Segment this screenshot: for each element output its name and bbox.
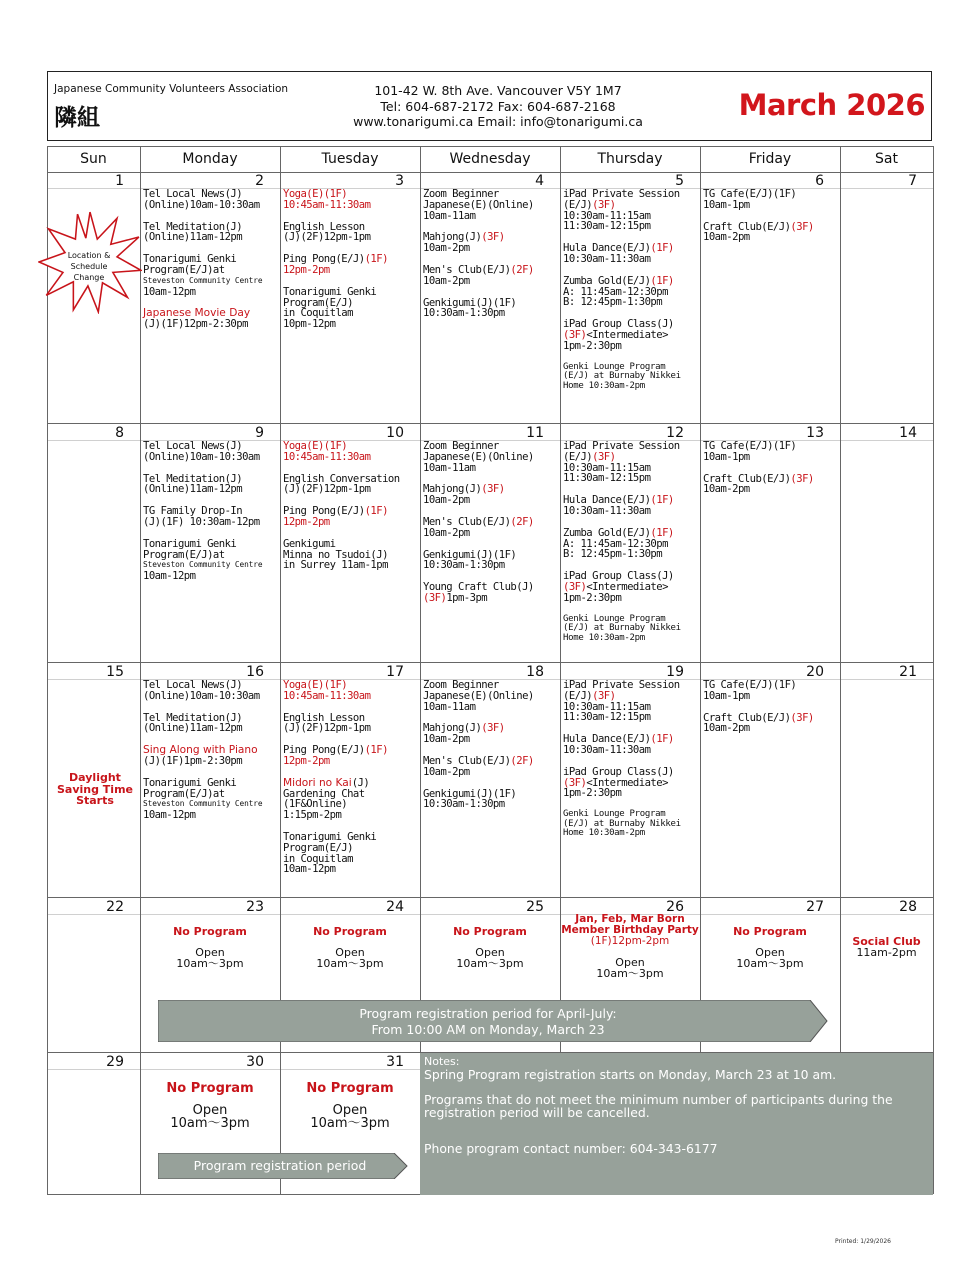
events-mar-13 <box>703 441 814 495</box>
events-mar-5 <box>563 189 681 391</box>
event-line: (Online)11am-12pm <box>143 483 243 496</box>
event-line: in Surrey 11am-1pm <box>283 559 388 572</box>
no-program-title: No Program <box>313 925 387 938</box>
day-number: 25 <box>526 899 544 915</box>
event-line: Zoom Beginner <box>423 440 499 452</box>
event-line: (E/J) at Burnaby Nikkei <box>563 371 681 382</box>
day-number: 5 <box>675 173 684 189</box>
events-mar-12 <box>563 441 681 643</box>
event-line: 12pm-2pm <box>283 754 330 767</box>
event-line: Tonarigumi Genki <box>143 253 237 266</box>
event-line: 10pm-12pm <box>283 318 336 331</box>
event-line: 10am-12pm <box>143 285 196 298</box>
event-line: Sing Along with Piano <box>143 744 258 757</box>
event-line: 10:30am-11:30am <box>563 504 651 517</box>
event-line: Hula Dance(E/J)(1F) <box>563 494 674 507</box>
events-mar-20 <box>703 680 814 734</box>
open-hours: 10am～3pm <box>176 957 244 970</box>
event-line: Genkigumi <box>283 537 336 550</box>
event-line: (J)(2F)12pm-1pm <box>283 722 371 735</box>
no-program-mar-30 <box>140 1081 280 1130</box>
event-line: Hula Dance(E/J)(1F) <box>563 242 674 255</box>
event-line: TG Cafe(E/J)(1F) <box>703 679 797 691</box>
event-line: 10am-12pm <box>143 570 196 583</box>
event-line: Tonarigumi Genki <box>143 537 237 550</box>
day-number: 14 <box>899 425 917 441</box>
event-line: (E/J)(3F) <box>563 689 616 702</box>
no-program-mar-23 <box>140 925 280 969</box>
event-line: Tel Local News(J) <box>143 679 243 691</box>
day-number: 7 <box>908 173 917 189</box>
day-number: 28 <box>899 899 917 915</box>
event-line: Japanese(E)(Online) <box>423 198 534 211</box>
event-line: 10am-12pm <box>283 863 336 876</box>
event-line: Program(E/J)at <box>143 263 225 276</box>
event-line: Ping Pong(E/J)(1F) <box>283 505 388 518</box>
event-line: 11am-2pm <box>856 946 917 959</box>
event-line: Member Birthday Party <box>561 924 699 936</box>
no-program-title: No Program <box>306 1081 394 1096</box>
grid-line <box>47 423 933 424</box>
event-line: B: 12:45pm-1:30pm <box>563 548 663 561</box>
note-line: Phone program contact number: 604-343-6177 <box>424 1141 718 1156</box>
event-line: Craft Club(E/J)(3F) <box>703 711 814 724</box>
event-line: (J)(2F)12pm-1pm <box>283 483 371 496</box>
event-line: Yoga(E)(1F) <box>283 440 348 452</box>
day-number: 13 <box>806 425 824 441</box>
event-line: Genki Lounge Program <box>563 809 666 820</box>
event-line: 1pm-2:30pm <box>563 339 622 352</box>
event-line: (Online)10am-10:30am <box>143 689 260 702</box>
grid-line <box>47 897 933 898</box>
event-line: (Online)10am-10:30am <box>143 198 260 211</box>
event-line: Japanese(E)(Online) <box>423 689 534 702</box>
event-line: (3F)<Intermediate> <box>563 580 668 593</box>
day-number: 30 <box>246 1054 264 1070</box>
event-line: Steveston Community Centre <box>143 275 263 285</box>
event-line: Social Club <box>852 935 921 948</box>
events-mar-3 <box>283 189 388 330</box>
event-line: Zoom Beginner <box>423 679 499 691</box>
event-line: 10am-2pm <box>423 733 470 746</box>
event-line: (E/J) at Burnaby Nikkei <box>563 818 681 829</box>
registration-period-arrow-short <box>158 1153 408 1179</box>
open-label: Open <box>335 946 365 959</box>
event-line: 12pm-2pm <box>283 263 330 276</box>
event-line: Hula Dance(E/J)(1F) <box>563 733 674 746</box>
events-mar-9 <box>143 441 262 582</box>
event-line: 10am-11am <box>423 461 476 474</box>
event-line: 1pm-2:30pm <box>563 787 622 800</box>
event-line: Ping Pong(E/J)(1F) <box>283 253 388 266</box>
event-line: 1pm-2:30pm <box>563 591 622 604</box>
open-hours: 10am～3pm <box>456 957 524 970</box>
event-line: in Coquitlam <box>283 852 353 865</box>
events-mar-26 <box>560 914 700 979</box>
open-hours: 10am～3pm <box>736 957 804 970</box>
event-line: (1F&Online) <box>283 798 348 811</box>
event-line: Zoom Beginner <box>423 188 499 200</box>
no-program-title: No Program <box>453 925 527 938</box>
event-line: Genkigumi(J)(1F) <box>423 787 517 800</box>
weekday-fri: Friday <box>748 151 792 167</box>
event-line: Minna no Tsudoi(J) <box>283 548 388 561</box>
open-hours: 10am～3pm <box>596 967 664 980</box>
day-number: 26 <box>666 899 684 915</box>
event-line: 10:30am-11:30am <box>563 743 651 756</box>
event-line: iPad Private Session <box>563 188 680 200</box>
event-line: Mahjong(J)(3F) <box>423 231 505 244</box>
phone-fax: Tel: 604-687-2172 Fax: 604-687-2168 <box>380 99 616 114</box>
event-line: 11:30am-12:15pm <box>563 472 651 485</box>
day-number: 20 <box>806 664 824 680</box>
event-line: (Online)11am-12pm <box>143 722 243 735</box>
event-line: 10am-11am <box>423 700 476 713</box>
org-kanji: 隣組 <box>54 105 100 131</box>
event-line: 10am-2pm <box>703 483 750 496</box>
day-number: 16 <box>246 664 264 680</box>
event-line: Tonarigumi Genki <box>143 776 237 789</box>
event-line: 1:15pm-2pm <box>283 809 342 822</box>
event-line: Midori no Kai(J) <box>283 776 370 789</box>
event-line: Mahjong(J)(3F) <box>423 722 505 735</box>
org-name: Japanese Community Volunteers Association <box>54 83 289 95</box>
event-line: (1F)12pm-2pm <box>590 935 670 947</box>
event-line: Yoga(E)(1F) <box>283 679 348 691</box>
weekday-mon: Monday <box>182 151 238 167</box>
no-program-title: No Program <box>166 1081 254 1096</box>
event-line: 12pm-2pm <box>283 515 330 528</box>
registration-period-arrow <box>158 1000 828 1042</box>
event-line: (J)(1F)12pm-2:30pm <box>143 318 248 331</box>
day-number: 23 <box>246 899 264 915</box>
event-line: iPad Group Class(J) <box>563 570 674 583</box>
day-number: 24 <box>386 899 404 915</box>
event-line: Tonarigumi Genki <box>283 285 377 298</box>
event-line: Home 10:30am-2pm <box>563 632 645 643</box>
event-line: 10am-2pm <box>423 242 470 255</box>
event-line: Program(E/J)at <box>143 787 225 800</box>
event-line: in Coquitlam <box>283 307 353 320</box>
events-mar-11 <box>423 441 534 604</box>
event-line: Zumba Gold(E/J)(1F) <box>563 274 674 287</box>
weekday-sat: Sat <box>875 151 898 167</box>
grid-line <box>933 146 934 1194</box>
open-label: Open <box>195 946 225 959</box>
event-line: (J)(1F) 10:30am-12pm <box>143 515 260 528</box>
event-line: Home 10:30am-2pm <box>563 380 645 391</box>
event-line: 11:30am-12:15pm <box>563 220 651 233</box>
day-number: 22 <box>106 899 124 915</box>
event-line: 10:30am-1:30pm <box>423 559 505 572</box>
events-mar-16 <box>143 680 262 821</box>
notes-label: Notes: <box>424 1055 460 1068</box>
day-number: 6 <box>815 173 824 189</box>
event-line: Jan, Feb, Mar Born <box>575 913 685 925</box>
event-line: English Lesson <box>283 711 365 724</box>
day-number: 15 <box>106 664 124 680</box>
event-line: Ping Pong(E/J)(1F) <box>283 744 388 757</box>
no-program-mar-25 <box>420 925 560 969</box>
event-line: 10am-1pm <box>703 198 750 211</box>
event-line: English Conversation <box>283 472 400 485</box>
no-program-mar-27 <box>700 925 840 969</box>
event-line: 10am-11am <box>423 209 476 222</box>
event-line: 10:30am-11:30am <box>563 252 651 265</box>
day-number: 21 <box>899 664 917 680</box>
event-line: Gardening Chat <box>283 787 365 800</box>
event-line: 10am-1pm <box>703 689 750 702</box>
event-line: Men's Club(E/J)(2F) <box>423 754 534 767</box>
event-line: Genkigumi(J)(1F) <box>423 548 517 561</box>
event-line: 10:30am-11:15am <box>563 209 651 222</box>
open-label: Open <box>332 1103 368 1118</box>
event-line: Young Craft Club(J) <box>423 581 534 594</box>
event-line: Mahjong(J)(3F) <box>423 483 505 496</box>
event-line: 10am-2pm <box>703 722 750 735</box>
event-line: Japanese(E)(Online) <box>423 450 534 463</box>
weekday-tue: Tuesday <box>321 151 379 167</box>
event-line: iPad Group Class(J) <box>563 765 674 778</box>
open-hours: 10am～3pm <box>170 1116 250 1131</box>
event-line: Tel Local News(J) <box>143 440 243 452</box>
events-mar-4 <box>423 189 534 319</box>
event-line: Genkigumi(J)(1F) <box>423 296 517 309</box>
day-number: 1 <box>115 173 124 189</box>
event-line: Japanese Movie Day <box>143 307 251 320</box>
event-line: Program(E/J)at <box>143 548 225 561</box>
day-number: 29 <box>106 1054 124 1070</box>
web-email: www.tonarigumi.ca Email: info@tonarigumi.ca <box>353 114 643 129</box>
day-number: 4 <box>535 173 544 189</box>
event-line: 10am-12pm <box>143 809 196 822</box>
event-line: Craft Club(E/J)(3F) <box>703 220 814 233</box>
open-label: Open <box>615 956 645 969</box>
day-number: 8 <box>115 425 124 441</box>
event-line: (3F)<Intermediate> <box>563 328 668 341</box>
event-line: Craft Club(E/J)(3F) <box>703 472 814 485</box>
event-line: Home 10:30am-2pm <box>563 828 645 839</box>
event-line: 10:30am-1:30pm <box>423 307 505 320</box>
grid-line <box>47 662 933 663</box>
event-line: 10am-2pm <box>423 494 470 507</box>
event-line: 10:45am-11:30am <box>283 689 371 702</box>
event-line: 10am-2pm <box>703 231 750 244</box>
day-number: 27 <box>806 899 824 915</box>
events-mar-28 <box>840 936 933 958</box>
day-number: 10 <box>386 425 404 441</box>
event-line: (3F)<Intermediate> <box>563 776 668 789</box>
event-line: 10am-2pm <box>423 526 470 539</box>
day-number: 11 <box>526 425 544 441</box>
arrow-line: Program registration period for April-July: <box>359 1006 617 1021</box>
location-change-note: Location & Schedule Change <box>67 251 111 282</box>
event-line: Program(E/J) <box>283 296 353 309</box>
event-line: Tel Local News(J) <box>143 188 243 200</box>
event-line: iPad Private Session <box>563 679 680 691</box>
open-hours: 10am～3pm <box>310 1116 390 1131</box>
event-line: 10:45am-11:30am <box>283 450 371 463</box>
open-label: Open <box>755 946 785 959</box>
event-line: (Online)10am-10:30am <box>143 450 260 463</box>
day-number: 12 <box>666 425 684 441</box>
event-line: Genki Lounge Program <box>563 361 666 372</box>
event-line: 11:30am-12:15pm <box>563 711 651 724</box>
event-line: (Online)11am-12pm <box>143 231 243 244</box>
open-hours: 10am～3pm <box>316 957 384 970</box>
event-line: Tel Meditation(J) <box>143 711 243 724</box>
event-line: iPad Private Session <box>563 440 680 452</box>
printed-date: Printed: 1/29/2026 <box>835 1238 891 1245</box>
event-line: Tonarigumi Genki <box>283 830 377 843</box>
day-number: 19 <box>666 664 684 680</box>
event-line: (J)(1F)1pm-2:30pm <box>143 754 243 767</box>
event-line: Tel Meditation(J) <box>143 472 243 485</box>
day-number: 2 <box>255 173 264 189</box>
event-line: (E/J)(3F) <box>563 198 616 211</box>
event-line: A: 11:45am-12:30pm <box>563 285 668 298</box>
dst-note: Daylight Saving Time Starts <box>56 771 134 807</box>
event-line: 10am-2pm <box>423 274 470 287</box>
event-line: Program(E/J) <box>283 841 353 854</box>
no-program-title: No Program <box>173 925 247 938</box>
events-mar-6 <box>703 189 814 243</box>
open-label: Open <box>192 1103 228 1118</box>
no-program-title: No Program <box>733 925 807 938</box>
weekday-thu: Thursday <box>597 151 663 167</box>
event-line: (E/J)(3F) <box>563 450 616 463</box>
day-number: 3 <box>395 173 404 189</box>
event-line: iPad Group Class(J) <box>563 318 674 331</box>
weekday-sun: Sun <box>80 151 107 167</box>
event-line: Yoga(E)(1F) <box>283 188 348 200</box>
event-line: 10am-1pm <box>703 450 750 463</box>
events-mar-2 <box>143 189 262 330</box>
event-line: (J)(2F)12pm-1pm <box>283 231 371 244</box>
event-line: English Lesson <box>283 220 365 233</box>
open-label: Open <box>475 946 505 959</box>
day-number: 18 <box>526 664 544 680</box>
notes-box <box>420 1053 933 1195</box>
day-number: 9 <box>255 425 264 441</box>
event-line: Steveston Community Centre <box>143 560 263 570</box>
address: 101-42 W. 8th Ave. Vancouver V5Y 1M7 <box>374 83 622 98</box>
event-line: Men's Club(E/J)(2F) <box>423 515 534 528</box>
event-line: (3F)1pm-3pm <box>423 591 488 604</box>
no-program-mar-31 <box>280 1081 420 1130</box>
events-mar-18 <box>423 680 534 810</box>
grid-line <box>840 146 841 1052</box>
event-line: TG Cafe(E/J)(1F) <box>703 440 797 452</box>
grid-line <box>700 146 701 1052</box>
calendar-header <box>47 71 932 141</box>
month-title: March 2026 <box>738 88 925 122</box>
events-mar-17 <box>283 680 388 875</box>
arrow-line: Program registration period <box>193 1158 367 1173</box>
event-line: Zumba Gold(E/J)(1F) <box>563 526 674 539</box>
note-line: Spring Program registration starts on Monday, March 23 at 10 am. <box>424 1067 837 1082</box>
event-line: 10:30am-11:15am <box>563 700 651 713</box>
weekday-wed: Wednesday <box>449 151 531 167</box>
event-line: 10:30am-1:30pm <box>423 798 505 811</box>
day-number: 31 <box>386 1054 404 1070</box>
no-program-mar-24 <box>280 925 420 969</box>
event-line: 10:45am-11:30am <box>283 198 371 211</box>
event-line: (E/J) at Burnaby Nikkei <box>563 623 681 634</box>
events-mar-10 <box>283 441 400 571</box>
event-line: Men's Club(E/J)(2F) <box>423 263 534 276</box>
event-line: TG Family Drop-In <box>143 505 243 518</box>
event-line: Tel Meditation(J) <box>143 220 243 233</box>
event-line: B: 12:45pm-1:30pm <box>563 296 663 309</box>
event-line: A: 11:45am-12:30pm <box>563 537 668 550</box>
event-line: Genki Lounge Program <box>563 613 666 624</box>
event-line: 10am-2pm <box>423 765 470 778</box>
event-line: 10:30am-11:15am <box>563 461 651 474</box>
arrow-line: From 10:00 AM on Monday, March 23 <box>371 1022 605 1037</box>
events-mar-19 <box>563 680 681 839</box>
event-line: Steveston Community Centre <box>143 799 263 809</box>
day-number: 17 <box>386 664 404 680</box>
note-line: Programs that do not meet the minimum number of participants during the registration period will be cancelled. <box>424 1092 893 1120</box>
event-line: TG Cafe(E/J)(1F) <box>703 188 797 200</box>
